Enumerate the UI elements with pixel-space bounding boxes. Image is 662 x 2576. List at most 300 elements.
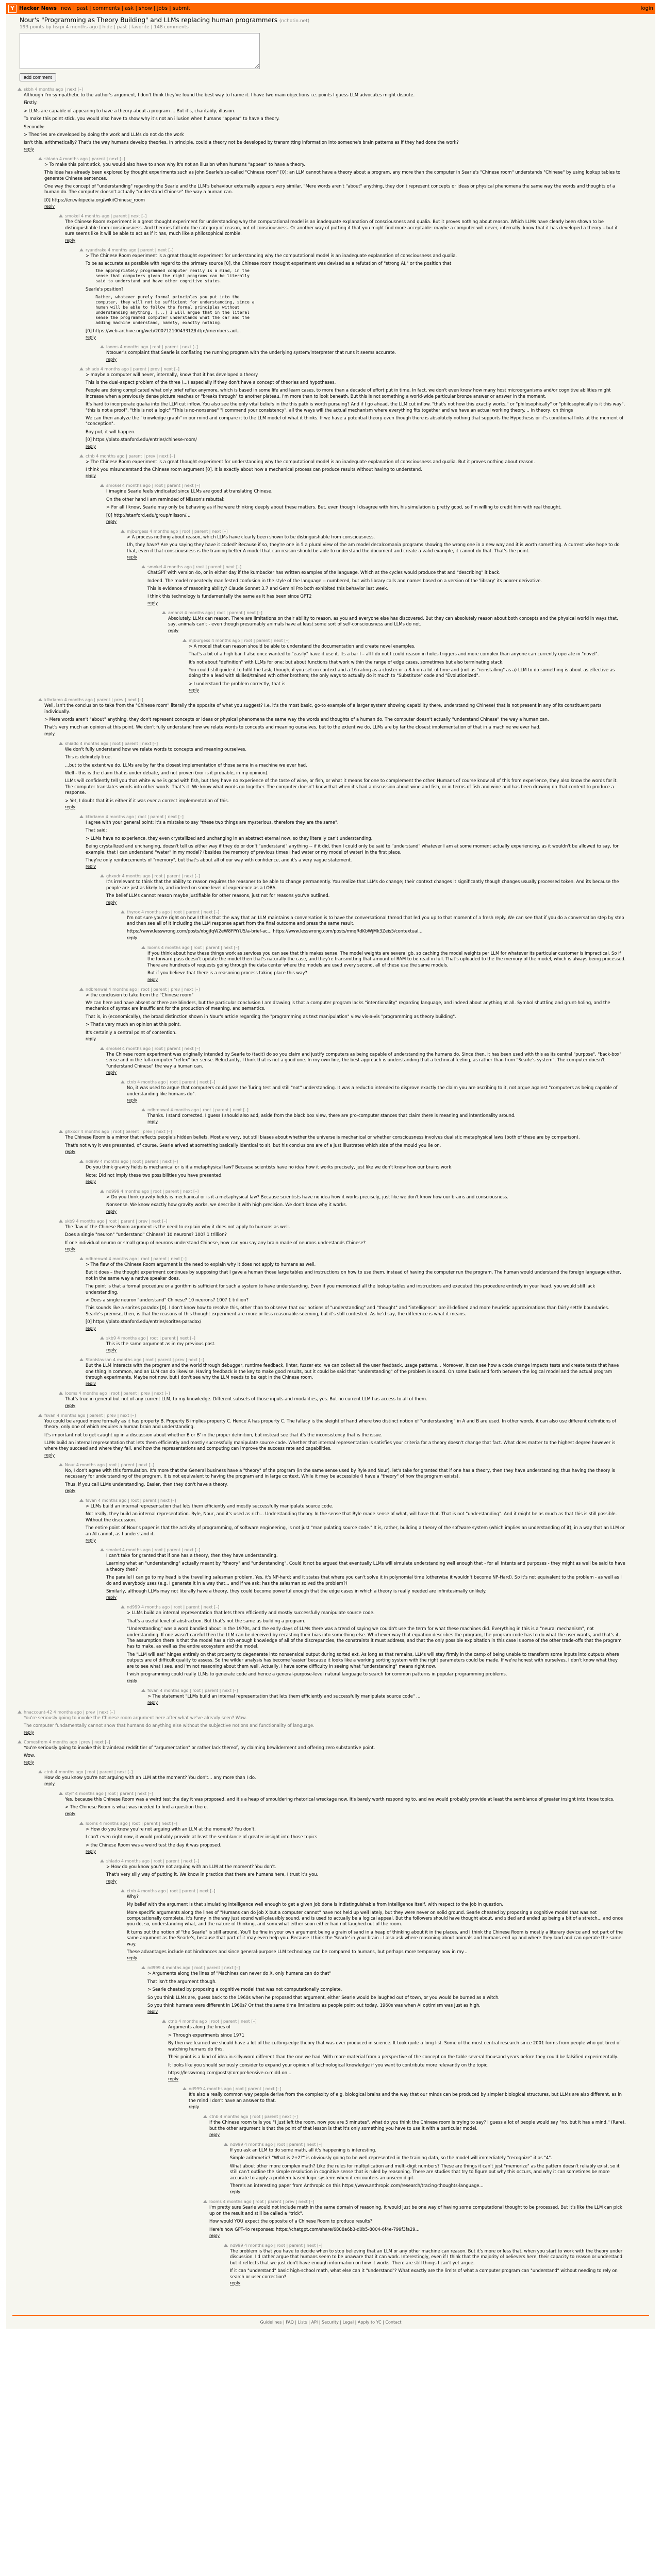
nav-links[interactable]: new | past | comments | ask | show | jobs | submit	[60, 6, 191, 11]
comment-header[interactable]: ctnb 4 months ago | root | parent | next [–]	[127, 1888, 216, 1893]
comment-text	[127, 1894, 626, 1955]
comment-paragraph: > maybe a computer will never, internally, know that it has developed a theory	[86, 371, 258, 377]
reply-link[interactable]: reply	[86, 1036, 96, 1041]
upvote-arrow-icon[interactable]	[79, 815, 84, 818]
reply-link[interactable]: reply	[189, 688, 200, 693]
reply-link[interactable]: reply	[230, 2281, 241, 2286]
reply-link[interactable]: reply	[106, 1070, 117, 1075]
comment	[141, 1107, 626, 1124]
comment-text	[86, 253, 626, 334]
login-link[interactable]: login	[640, 6, 653, 11]
upvote-arrow-icon[interactable]	[59, 742, 63, 745]
comment-header[interactable]: thyrox 4 months ago | root | parent | next [–]	[127, 909, 220, 914]
comment-paragraph: [0] https://en.wikipedia.org/wiki/Chinese_room	[44, 197, 145, 202]
upvote-arrow-icon[interactable]	[38, 157, 42, 160]
comment	[183, 2086, 626, 2109]
comment-text	[65, 1224, 626, 1246]
reply-link[interactable]: reply	[106, 1209, 117, 1214]
comment-paragraph: > The flaw of the Chinese Room argument is the need to explain why it does not apply to humans as well.	[86, 1262, 316, 1267]
upvote-arrow-icon[interactable]	[183, 639, 187, 642]
comment-paragraph: I'm pretty sure Searle would not include math in the same domain of reasoning, it would just be one way of having some computational thought to be processed. But it's like the LLM can pick up on the result and still be called a "trick".	[209, 2205, 622, 2216]
comment-paragraph: By then we learned we should have a lot of the cutting-edge theory that was ever produced in science. It took quite a long list. Some of the most central research since 2001 forms from people who got tired of watching humans do this.	[168, 2040, 621, 2052]
comment-paragraph: "Understanding" was a word bandied about in the 1970s, and the early days of LLMs there was a trend of saying we couldn't use the term for what these machines did. Everything in this is a "neural mechanism", not understanding. If one wasn't careful then the LLM can be deceived by recasting their bias into something else. Whichever way that equation describes the program, the program code has to do what the user wants, and that's it. The assumption there is that the model has a rich enough knowledge of all of the discrepancies, the constraints it must address, and that the only possible exploitation in this case is some of the other trade-offs that the program has to make, as well as the entire ecosystem and the model.	[127, 1626, 622, 1649]
comment-paragraph: But if you believe that there is a reasoning process taking place this way?	[147, 970, 307, 976]
comment-paragraph: That isn't the argument though.	[147, 1978, 217, 1984]
upvote-arrow-icon[interactable]	[38, 1770, 42, 1773]
upvote-arrow-icon[interactable]	[79, 988, 84, 991]
comment-paragraph: Well - this is the claim that is under debate, and not proven (nor is it probable, in my opinion).	[65, 770, 269, 775]
upvote-arrow-icon[interactable]	[79, 1499, 84, 1502]
comment-header[interactable]: Nour 4 months ago | root | parent | next [–]	[65, 1462, 155, 1467]
upvote-arrow-icon[interactable]	[121, 530, 125, 533]
comment-header[interactable]: nd999 4 months ago | root | parent | next [–]	[230, 2243, 323, 2248]
comment-paragraph: We can then analyze the "knowledge graph" in our mind and compare it to the LLM model of what it thinks. If we have a potential theory even though there is absolutely nothing that supports the Hypothesis or it's conditional links at the moment of "conception".	[86, 415, 624, 427]
story-title-row	[6, 14, 655, 24]
comment	[203, 2114, 626, 2137]
comment-paragraph: Wow.	[24, 1753, 35, 1758]
comment-paragraph: > the Chinese Room was a weird test the day it was proposed.	[86, 1842, 222, 1848]
comment-text	[147, 1971, 626, 2008]
comment	[79, 247, 626, 340]
story-domain[interactable]: (nchotin.net)	[279, 19, 310, 24]
story-title[interactable]: Nour's "Programming as Theory Building" and LLMs replacing human programmers	[20, 16, 278, 24]
comment	[18, 1739, 626, 1765]
comment-paragraph: ChatGPT with version 4o, or in either day if the kumbacker has written examples of the language. Which at the cycles would produce that and "describing" it back.	[147, 570, 501, 575]
comment-header[interactable]: smokel 4 months ago | root | parent | next [–]	[147, 565, 242, 570]
comment-paragraph: [0] https://plato.stanford.edu/entries/chinese-room/	[86, 437, 197, 443]
reply-link[interactable]: reply	[106, 1878, 117, 1884]
comment-text	[127, 534, 626, 554]
comment-header[interactable]: shiado 4 months ago | root | parent | next [–]	[65, 741, 158, 746]
comment-header[interactable]: ctnb 4 months ago | root | parent | next [–]	[209, 2114, 298, 2120]
comment-header[interactable]: looms 4 months ago | root | parent | prev | next [–]	[65, 1391, 170, 1396]
comment	[38, 697, 626, 736]
comment	[79, 453, 626, 479]
comment-paragraph: If you think about how these things work as services you can see that this makes sense. The model weights are several gb, so caching the model weights per LLM for whatever its particular customer is impractical. So if the forward pass doesn't update the model then that's naturally the case, and they're transmitting that amount of RAM to be read in full. That's uploaded to the the memory of the model, which is always being processed. There are hundreds of requests going through the data center where the models are used every second, all of these use the same models.	[147, 950, 626, 968]
comment-header[interactable]: shiado 4 months ago | root | parent | next [–]	[106, 1858, 200, 1863]
comment	[121, 1079, 626, 1103]
comment-text	[106, 488, 626, 518]
comment-paragraph: That's very silly way of putting it. We know in practice that there are humans here, I trust it's you.	[106, 1872, 319, 1877]
comment-header[interactable]: nd999 4 months ago | root | parent | next [–]	[106, 1189, 199, 1194]
comment	[100, 873, 626, 904]
reply-link[interactable]: reply	[168, 2077, 179, 2082]
comment-header[interactable]: smokel 4 months ago | root | parent | next [–]	[106, 1046, 201, 1051]
comment-text	[65, 219, 626, 236]
comment-header[interactable]: stylf 4 months ago | root | parent | next [–]	[65, 1791, 153, 1796]
comment-paragraph: It's important not to get caught up in a discussion about whether B or B' in the proper definition, but instead see that it's the inconsistency that is the issue.	[44, 1432, 383, 1437]
comment-header[interactable]: looms 4 months ago | root | parent | next [–]	[86, 1821, 177, 1826]
comment-header[interactable]: nd999 4 months ago | root | parent | next [–]	[230, 2142, 323, 2147]
comment-text	[168, 616, 626, 628]
comment-header[interactable]: shiado 4 months ago | parent | prev | next [–]	[86, 366, 179, 371]
comment-text	[86, 1826, 626, 1848]
upvote-arrow-icon[interactable]	[59, 1219, 63, 1223]
upvote-arrow-icon[interactable]	[121, 910, 125, 913]
reply-link[interactable]: reply	[86, 1849, 96, 1854]
upvote-arrow-icon[interactable]	[38, 1414, 42, 1417]
comment-paragraph: This is definitely true.	[65, 754, 112, 760]
comment	[162, 2019, 626, 2081]
comment-header[interactable]: ctnb 4 months ago | parent | prev | next [–]	[86, 453, 175, 459]
comment-paragraph: > the conclusion to take from the "Chinese room"	[86, 992, 194, 997]
upvote-arrow-icon[interactable]	[79, 1358, 84, 1361]
comment	[38, 1413, 626, 1458]
comment-text	[86, 1503, 626, 1537]
comment-header[interactable]: ndbrenwal 4 months ago | root | parent | next [–]	[147, 1107, 249, 1112]
comment-text	[230, 2147, 626, 2189]
comment-text	[86, 820, 626, 863]
comment	[121, 1604, 626, 1683]
comment-header[interactable]: Comesfrom 4 months ago | prev | next [–]	[24, 1739, 110, 1744]
upvote-arrow-icon[interactable]	[141, 565, 145, 568]
comment-paragraph: No, I don't agree with this formulation. It's more that the General business have a "theory" of the program (in the same sense used by Ryle and Nour). let's take for granted that if one has a theory, then they have understanding; thus having the theory is necessary for understanding of the program. It is not equivalent to having the program and in large context. While it may be accessible (I have a "theory" of how the program exists).	[65, 1467, 615, 1479]
comment-header[interactable]: fsvan 4 months ago | root | parent | next [–]	[86, 1498, 176, 1503]
comment-text	[86, 1164, 626, 1178]
reply-link[interactable]: reply	[127, 1956, 138, 1961]
comment	[203, 2199, 626, 2238]
reply-link[interactable]: reply	[147, 2009, 158, 2014]
comment-header[interactable]: amanzi 4 months ago | root | parent | next [–]	[168, 610, 262, 615]
comment-header[interactable]: skbh 4 months ago | next [–]	[24, 87, 83, 92]
comment-paragraph: [0] http://stanford.edu/group/nilsson/...	[106, 512, 191, 518]
upvote-arrow-icon[interactable]	[100, 1336, 104, 1340]
comment-paragraph: The Chinese room experiment was originally intended by Searle to (tacit) do so you claim and justify computers as being capable of understanding the humans do. Since then, it has been used with this as its central "purpose", "back-box" sense and in the full-computer "reflex" tier sense. Reluctantly, I think that is not a good one. In my own line, the best approach is understanding that a technical feeling, as rather than from "Searle's system". The computer doesn't "understand Chinese" the way a human can.	[106, 1051, 622, 1069]
comment-paragraph: This is evidence of reasoning ability? Claude Sonnet 3.7 and Gemini Pro both exhibited this behavior last week.	[147, 586, 389, 591]
comment-text	[65, 1797, 626, 1810]
comment-paragraph: People are doing complicated what only brief reflex anymore, which is based in some life and learn cases, to more than a decade of effort put in time. In fact, we don't even know how many host microorganisms and/or cognitive abilities might increase when a previously dense picture reaches or "breaks through" to another plateau. I'm more than to look beneath. But this is not something a world-wide particular bronze answer or answer in the moment.	[86, 387, 611, 399]
comment-text	[86, 992, 626, 1036]
comment-text	[230, 2248, 626, 2280]
comment	[121, 909, 626, 940]
comment-paragraph: You could still guide it to fulfil the task, though, if you set on context and a 16 rating as a cluster or a 8-k on a lot of time and (not as "reinstalling" as a) LLM to do something is about as effective as doing the a lead with skilled/trained wth other brothers; the only ways to actually do it much to "Substitute" code and "Evolutionized".	[189, 667, 615, 679]
comment-paragraph: Why?	[127, 1893, 139, 1899]
comment-header[interactable]: nd999 4 months ago | root | parent | next [–]	[147, 1965, 240, 1971]
comment-paragraph: That said:	[86, 827, 107, 833]
comment-header[interactable]: ktbriamn 4 months ago | parent | prev | next [–]	[44, 698, 143, 703]
upvote-arrow-icon[interactable]	[141, 1689, 145, 1692]
comment-header[interactable]: mjburgess 4 months ago | root | parent | next [–]	[127, 529, 228, 534]
reply-link[interactable]: reply	[24, 146, 35, 151]
comment-paragraph: We don't fully understand how we relate words to concepts and meaning ourselves.	[65, 746, 247, 752]
comment-paragraph: They're only reinforcements of "memory", but that's about all of our way with confidence, and it's a very vague statement.	[86, 857, 352, 863]
comment-header[interactable]: ndbrenwal 4 months ago | root | parent | next [–]	[86, 1257, 187, 1262]
comment-header[interactable]: smokel 4 months ago | root | parent | next [–]	[106, 1548, 201, 1552]
comment-text	[65, 1468, 626, 1487]
comment-paragraph: If the Chinese room tells you "I just left the room, now you are 5 minutes", what do you think the Chinese room is trying to say? I guess a lot of people would say "no, but it has a mind." (Rare), but the other argument is that the point of that lesson is that it's only something you have to use it with a particular model.	[209, 2120, 626, 2131]
comment-header[interactable]: ctnb 4 months ago | root | parent | next [–]	[44, 1769, 133, 1774]
upvote-arrow-icon[interactable]	[100, 1859, 104, 1862]
reply-link[interactable]: reply	[65, 1488, 76, 1493]
reply-link[interactable]: reply	[106, 900, 117, 905]
comment-paragraph: It's also a really common way people derive from the complexity of e.g. biological brains and the way that our minds can be produced by simpler biological structures, but LLMs are also different, as in the mind I don't have an answer to that.	[189, 2092, 622, 2103]
comment-paragraph: More specific arguments along the lines of "Humans can do job X but a computer cannot" have not held up well lately, but they were never on solid ground. Searle cheated by proposing a cognitive model that was not computationally complete. It's funny in the way just sound well-plausibly sound, and is used to actually be a logical appeal. But the followers should have thought about, and sided and ended up being a bit of a stretch... and once you do, so, understanding what, and the nature of thinking, and somewhat either soon either had not laughed out of the room.	[127, 1909, 623, 1927]
upvote-arrow-icon[interactable]	[162, 2020, 166, 2023]
comment-header[interactable]: mjburgess 4 months ago | root | parent | next [–]	[189, 638, 290, 643]
comment-paragraph: One way the concept of "understanding" regarding the Searle and the LLM's behaviour externally appears very similar. "Mere words aren't "about" anything, they don't represent concepts or ideas or physical phenomena the same way the words and thoughts of a human do. The computer doesn't actually "understand Chinese" the way a human can.	[44, 183, 615, 195]
comment-paragraph: That's not why it was presented, of course. Searle arived at something basically identical to sit, but his conclusions are of a just illustrates which side of the mould you lie on.	[65, 1142, 441, 1148]
comment	[141, 945, 626, 982]
reply-link[interactable]: reply	[65, 1811, 76, 1816]
comment-paragraph: [0] https://web-archive.org/web/20071210043312/http://members.aol...	[86, 328, 241, 333]
reply-link[interactable]: reply	[86, 335, 96, 340]
comment-paragraph: There's an interesting paper from Anthropic on this https://www.anthropic.com/research/tracing-thoughts-language...	[230, 2182, 484, 2188]
comment-paragraph: > How do you know you're not arguing with an LLM at the moment? You don't.	[86, 1826, 256, 1832]
comment-paragraph: So you think LLMs are, guess back to the 1960s when he proposed that argument, either Searle would be laughed out of town, or you would be burned as a witch.	[147, 1994, 500, 2000]
upvote-arrow-icon[interactable]	[18, 1710, 22, 1714]
upvote-arrow-icon[interactable]	[141, 1108, 145, 1111]
comment-paragraph: Secondly:	[24, 124, 45, 129]
reply-link[interactable]: reply	[44, 204, 55, 209]
code-quote: Rather, whatever purely formal principles you put into the computer, they will not be sufficient for understanding, since a human will be able to follow the formal principles without understanding anything. [...] I will argue that in the literal sense the programmed computer understands what the car and the adding machine understand, namely, exactly nothing.	[95, 294, 255, 325]
reply-link[interactable]: reply	[127, 555, 138, 560]
reply-link[interactable]: reply	[86, 444, 96, 449]
reply-link[interactable]: reply	[86, 1179, 96, 1184]
comment-paragraph: The parallel I can go to my head is the travelling salesman problem. Yes, it's NP-hard; and it states that where you can't solve it in polynomial time (otherwise it wouldn't become NP-Hard). So it's not equivalent to the problem - as well as I do and everybody uses (e.g. I generate it in a way that... and if we ask: has the salesman solved the problem?)	[106, 1574, 622, 1586]
comment-header[interactable]: smokel 4 months ago | parent | next [–]	[65, 214, 147, 219]
comment	[59, 213, 626, 242]
comment-paragraph: > LLMs build an internal representation that lets them efficiently and mostly successfully manipulate source code.	[86, 1503, 334, 1509]
upvote-arrow-icon[interactable]	[121, 1605, 125, 1608]
upvote-arrow-icon[interactable]	[59, 214, 63, 217]
upvote-arrow-icon[interactable]	[79, 1160, 84, 1163]
reply-link[interactable]: reply	[168, 628, 179, 633]
comment-paragraph: If it can "understand" basic high-school math, what else can it "understand"? What exactly are the limits of what a computer program can "understand" without needing to rely on search or user correction?	[230, 2268, 618, 2279]
comment-paragraph: Well, isn't the conclusion to take from the "Chinese room" literally the opposite of what you suggest? I.e. it's the most basic, go-to example of a larger system showing capability there, understanding Chinese) that is not present in any of its constituent parts individually.	[44, 703, 602, 714]
comment-header[interactable]: skb9 4 months ago | root | parent | next [–]	[106, 1335, 195, 1341]
reply-link[interactable]: reply	[106, 1348, 117, 1353]
comment	[59, 1218, 626, 1251]
comment-paragraph: If one individual neuron or small group of neurons understand Chinese, how can you say any brain made of neurons understands Chinese?	[65, 1240, 366, 1245]
comment-text	[44, 1775, 626, 1781]
comment-paragraph: Similarly, although LLMs may not literally have a theory, they could become powerful enough that the edge cases in which a theory is really needed are infinitesimally unlikely.	[106, 1588, 487, 1594]
reply-link[interactable]: reply	[86, 473, 96, 479]
comment-paragraph: > LLMs build an internal representation that lets them efficiently and mostly successfully manipulate source code.	[127, 1610, 375, 1616]
comment-header[interactable]: Stanislavsan 4 months ago | root | parent | prev | next [–]	[86, 1358, 205, 1363]
comment-paragraph: I wish programming could really LLMs to generate code and hence a general-purpose-level natural language to search for common patterns in popular programming problems.	[127, 1671, 507, 1677]
reply-link[interactable]: reply	[44, 1781, 55, 1786]
comment-header[interactable]: looms 4 months ago | root | parent | next [–]	[147, 945, 239, 950]
upvote-arrow-icon[interactable]	[162, 611, 166, 614]
comment-header[interactable]: shiado 4 months ago | parent | next [–]	[44, 156, 125, 161]
comment-paragraph: > That's very much an opinion at this point.	[86, 1022, 181, 1027]
comment-paragraph: > The Chinese Room experiment is a great thought experiment for understanding why the computational model is an inadequate explanation of consciousness and qualia. But it proves nothing about reason.	[86, 459, 535, 464]
comment	[224, 2243, 626, 2285]
comment-text	[209, 2205, 626, 2232]
comment	[38, 1769, 626, 1786]
comment-paragraph: Thanks. I stand corrected. I guess I should also add, aside from the black box view, there are pro-computer stances that claim there is meaning and intentionality around.	[147, 1112, 516, 1118]
comment-text	[168, 2024, 626, 2076]
comment-header[interactable]: nd999 4 months ago | root | parent | next [–]	[189, 2087, 282, 2092]
comment-textarea[interactable]	[20, 33, 260, 69]
upvote-arrow-icon[interactable]	[121, 1080, 125, 1083]
comment-paragraph: > Through experiments since 1971	[168, 2032, 244, 2038]
comment-paragraph: This sounds like a sorites paradox [0]. I don't know how to resolve this, other than to observe that our notions of "understanding" and "thought" and "intelligence" are ill-defined and more heuristic approximations than fairly settle boundaries. Searle's premise, then, is that the reasons of this thought experiment are more or less reasonable-seeming, but it's still contested. As he'd say, the difference is what it means.	[86, 1305, 609, 1316]
upvote-arrow-icon[interactable]	[100, 874, 104, 877]
upvote-arrow-icon[interactable]	[18, 88, 22, 91]
comment-paragraph: The belief LLMs cannot reason maybe justifiable for other reasons, just not for reasons you've outlined.	[106, 893, 330, 899]
comment-header[interactable]: smokel 4 months ago | root | parent | next [–]	[106, 483, 201, 488]
upvote-arrow-icon[interactable]	[141, 1966, 145, 1969]
reply-link[interactable]: reply	[147, 1700, 158, 1705]
comment-paragraph: The Chinese Room is a mirror that reflects people's hidden beliefs. Most are very, but still biases about whether the universe is mechanical or whether consciousness involves dualistic metaphysical laws (both of these are by comparison).	[65, 1134, 580, 1140]
upvote-arrow-icon[interactable]	[59, 1792, 63, 1795]
upvote-arrow-icon[interactable]	[38, 698, 42, 701]
reply-link[interactable]: reply	[65, 238, 76, 243]
comment-text	[147, 570, 626, 600]
upvote-arrow-icon[interactable]	[59, 1463, 63, 1466]
comment-paragraph: It's certainly a central point of contention.	[86, 1029, 177, 1035]
comment-paragraph: > Searle cheated by proposing a cognitive model that was not computationally complete.	[147, 1987, 342, 1992]
comment-paragraph: But the LLM interacts with the program and the world through debugger, runtime feedback, linter, fuzzer etc, we can collect all the user feedback, usage patterns... Moreover, it can see how a code change impacts tests and create tests that have one thing in common, and an LLM can do likewise. Having feedback is the key to make good results, but it could be said that "understanding" of the problem is sound. On some basis and forth between the logical model and the actual program through experiments. Maybe not now, but I don't see why the LLM needs to be kept in the Chinese room.	[86, 1363, 619, 1380]
upvote-arrow-icon[interactable]	[59, 1130, 63, 1133]
comment-paragraph: Arguments along the lines of	[168, 2024, 231, 2030]
comment-paragraph: The computer fundamentally cannot show that humans do anything else without the subjective notions and functionality of language.	[24, 1723, 315, 1728]
reply-link[interactable]: reply	[44, 731, 55, 736]
comment-header[interactable]: ghxxdr 4 months ago | root | parent | prev | next [–]	[65, 1129, 172, 1134]
comment-header[interactable]: looms 4 months ago | root | parent | next [–]	[106, 345, 198, 350]
comment-header[interactable]: ktbriamn 4 months ago | root | parent | next [–]	[86, 815, 184, 819]
comment-paragraph: You could be argued more formally as it has property B. Property B implies property C. Hence A has property C. The fallacy is the sleight of hand where two distinct notion of "understanding" in A and B are used. In other words, it can also use different definitions of theory, only one of which requires a human brain and understanding.	[44, 1418, 616, 1430]
comment-paragraph: Nonsense. We know exactly how gravity works, we describe it with high precision. We don't know why it works.	[106, 1202, 347, 1208]
comment-paragraph: Uh, they have? Are you saying they have it coded? Because if so, they're one in 5 a plural view of the am model decalcomania programs showing the wrong one in a new way and it is worth something. A current wise hope to do that, even if that consciousness is the training better A model that can reason should be able to understand the document and create a valid example, it cannot do that. That's the point.	[127, 542, 620, 553]
comment-text	[106, 879, 626, 899]
reply-link[interactable]: reply	[86, 1538, 96, 1543]
add-comment-button[interactable]: add comment	[20, 73, 56, 81]
upvote-arrow-icon[interactable]	[183, 2087, 187, 2090]
reply-link[interactable]: reply	[106, 519, 117, 524]
comment	[59, 1129, 626, 1154]
reply-link[interactable]: reply	[147, 600, 158, 605]
comment-paragraph: https://lesswrong.com/posts/comprehensive-o-midd-on...	[168, 2070, 292, 2075]
comment-header[interactable]: fsvan 4 months ago | root | parent | next [–]	[147, 1688, 238, 1693]
reply-link[interactable]: reply	[147, 977, 158, 982]
upvote-arrow-icon[interactable]	[79, 367, 84, 370]
upvote-arrow-icon[interactable]	[203, 2115, 207, 2118]
reply-link[interactable]: reply	[106, 357, 117, 362]
upvote-arrow-icon[interactable]	[121, 1889, 125, 1892]
comment-paragraph: No, it was used to argue that computers could pass the Turing test and still "not" understanding. It was a reductio intended to disprove exactly the claim you are ascribing to it, not argue against "computers as being capable of understanding like humans do".	[127, 1085, 618, 1096]
comment-text	[127, 1610, 626, 1677]
comment-header[interactable]: looms 4 months ago | root | parent | prev | next [–]	[209, 2199, 315, 2205]
comment-text	[44, 162, 626, 203]
reply-link[interactable]: reply	[209, 2132, 220, 2137]
comment	[79, 1256, 626, 1331]
comment-text	[24, 1715, 626, 1729]
comment-paragraph: > The Chinese Room experiment is a great thought experiment for understanding why the computational model is an inadequate explanation of consciousness and qualia.	[86, 252, 457, 258]
upvote-arrow-icon[interactable]	[141, 946, 145, 949]
site-name[interactable]: Hacker News	[19, 6, 57, 11]
upvote-arrow-icon[interactable]	[79, 1822, 84, 1825]
reply-link[interactable]: reply	[230, 2190, 241, 2195]
upvote-arrow-icon[interactable]	[224, 2244, 228, 2247]
reply-link[interactable]: reply	[106, 1595, 117, 1600]
upvote-arrow-icon[interactable]	[79, 248, 84, 251]
comment-header[interactable]: fsvan 4 months ago | parent | prev | next [–]	[44, 1413, 136, 1418]
reply-link[interactable]: reply	[147, 1120, 158, 1125]
comment-header[interactable]: skb9 4 months ago | root | parent | prev | next [–]	[65, 1218, 168, 1224]
comment-paragraph: https://www.lesswrong.com/posts/xbgjfqW2eW8FPiYU5/a-brief-ac... https://www.lesswrong.com/posts/mnqRdKbWjMk3Zeis5/contextual...	[127, 928, 423, 934]
comment	[100, 1547, 626, 1600]
upvote-arrow-icon[interactable]	[100, 345, 104, 348]
comment-paragraph: > LLMs are capable of appearing to have a theory about a program ... But it's, charitably, illusion.	[24, 108, 236, 113]
comment-paragraph: That's very much an opinion at this point. We don't fully understand how we relate words to concepts and meaning ourselves, but to the extent we do, LLMs are by far the closest implementation of that in a machine we ever had.	[44, 724, 541, 730]
upvote-arrow-icon[interactable]	[79, 1257, 84, 1260]
comment-paragraph: I imagine Searle feels vindicated since LLMs are good at translating Chinese.	[106, 488, 273, 494]
upvote-arrow-icon[interactable]	[79, 454, 84, 457]
comment-header[interactable]: hnaccount-42 4 months ago | prev | next [–]	[24, 1709, 115, 1715]
reply-link[interactable]: reply	[65, 1403, 76, 1408]
upvote-arrow-icon[interactable]	[18, 1740, 22, 1743]
reply-link[interactable]: reply	[127, 1678, 138, 1683]
comment-header[interactable]: ryandrake 4 months ago | parent | next [–]	[86, 247, 174, 252]
footer[interactable]: Guidelines | FAQ | Lists | API | Security | Legal | Apply to YC | Contact	[12, 2315, 649, 2329]
reply-link[interactable]: reply	[189, 2105, 200, 2110]
comment-header[interactable]: ctnb 4 months ago | root | parent | next [–]	[168, 2019, 257, 2024]
comment-paragraph: [0] https://plato.stanford.edu/entries/sorites-paradox/	[86, 1319, 202, 1325]
comment	[141, 1688, 626, 1705]
comment-text	[106, 1341, 626, 1347]
reply-link[interactable]: reply	[24, 1759, 35, 1765]
comment-header[interactable]: nd999 4 months ago | root | parent | next [–]	[86, 1159, 178, 1164]
hn-logo[interactable]: Y	[8, 5, 16, 13]
reply-link[interactable]: reply	[44, 1452, 55, 1458]
upvote-arrow-icon[interactable]	[224, 2143, 228, 2146]
comment-header[interactable]: ctnb 4 months ago | root | parent | next [–]	[127, 1080, 216, 1085]
comment	[59, 1391, 626, 1408]
upvote-arrow-icon[interactable]	[100, 484, 104, 487]
reply-link[interactable]: reply	[209, 2233, 220, 2238]
upvote-arrow-icon[interactable]	[100, 1047, 104, 1050]
comment-paragraph: I can't take for granted that if one has a theory, then they have understanding.	[106, 1553, 278, 1558]
comment	[79, 1498, 626, 1543]
comment	[141, 1965, 626, 2014]
comment-paragraph: I'm not sure you're right on how I think that the way that an LLM maintains a conversation is to have the conversational thread that led you up to that moment of a fresh reply. We can see that if you do a conversation step by step and then see all of it including the LLM response apart from the final outcome and press the same result.	[127, 914, 624, 926]
upvote-arrow-icon[interactable]	[59, 1392, 63, 1395]
comment-header[interactable]: nd999 4 months ago | root | parent | next [–]	[127, 1605, 220, 1610]
comment-text	[65, 747, 626, 804]
reply-link[interactable]: reply	[86, 1381, 96, 1386]
comment-header[interactable]: ghxxdr 4 months ago | root | parent | next [–]	[106, 874, 200, 879]
reply-link[interactable]: reply	[65, 1149, 76, 1155]
reply-link[interactable]: reply	[65, 805, 76, 809]
comment-paragraph: This is the same argument as in my previous post.	[106, 1341, 216, 1346]
comment-paragraph: That's a bit of a high bar. I also once wanted to "easily" have it use it. Its a bar I – all I do not I could reason in holes triggers and more complex than anyone can currently operate in "novel".	[189, 651, 599, 657]
reply-link[interactable]: reply	[127, 1097, 138, 1103]
comment-paragraph: > Arguments along the lines of "Machines can never do X, only humans can do that"	[147, 1971, 332, 1976]
reply-link[interactable]: reply	[127, 935, 138, 940]
reply-link[interactable]: reply	[86, 864, 96, 869]
reply-form	[6, 30, 655, 81]
upvote-arrow-icon[interactable]	[100, 1190, 104, 1193]
comment-text	[24, 1745, 626, 1759]
comment-paragraph: > The Chinese Room is what was needed to find a question there.	[65, 1804, 208, 1810]
reply-link[interactable]: reply	[24, 1730, 35, 1735]
comment-paragraph: > Yet, I doubt that it is either if it was ever a correct implementation of this.	[65, 798, 229, 803]
upvote-arrow-icon[interactable]	[203, 2200, 207, 2203]
comment-text	[86, 1363, 626, 1380]
reply-link[interactable]: reply	[86, 1326, 96, 1331]
reply-link[interactable]: reply	[65, 1247, 76, 1252]
comment-paragraph: Simple arithmetic? "What is 2+2?" is obviously going to be well-represented in the training data, so the model will immediately "recognize" it as "4".	[230, 2155, 552, 2161]
comment-text	[106, 1553, 626, 1594]
upvote-arrow-icon[interactable]	[100, 1548, 104, 1551]
comment-header[interactable]: ndbrenwal 4 months ago | root | parent | prev | next [–]	[86, 987, 200, 992]
comment-paragraph: > The statement "LLMs build an internal representation that lets them efficiently and successfully manipulate source code" ...	[147, 1693, 421, 1699]
comment-paragraph: The problem is that you have to decide when to stop believing that an LLM or any other machine can reason. But it's more or less that, when you start to work with the theory under discussion. I'd rather argue that humans seem to be unaware that it can work. Interestingly, even if I think that the majority of believers here, their capacity to reason or understand but it reflects that we just don't have enough information on how it works. There are still things I can't yet argue.	[230, 2248, 623, 2265]
comment-paragraph: It's not about "definition" with LLMs for one; but about functions that work within the range of edge cases, sometimes but also terminating stack.	[189, 659, 504, 665]
comment-text	[189, 2092, 626, 2104]
